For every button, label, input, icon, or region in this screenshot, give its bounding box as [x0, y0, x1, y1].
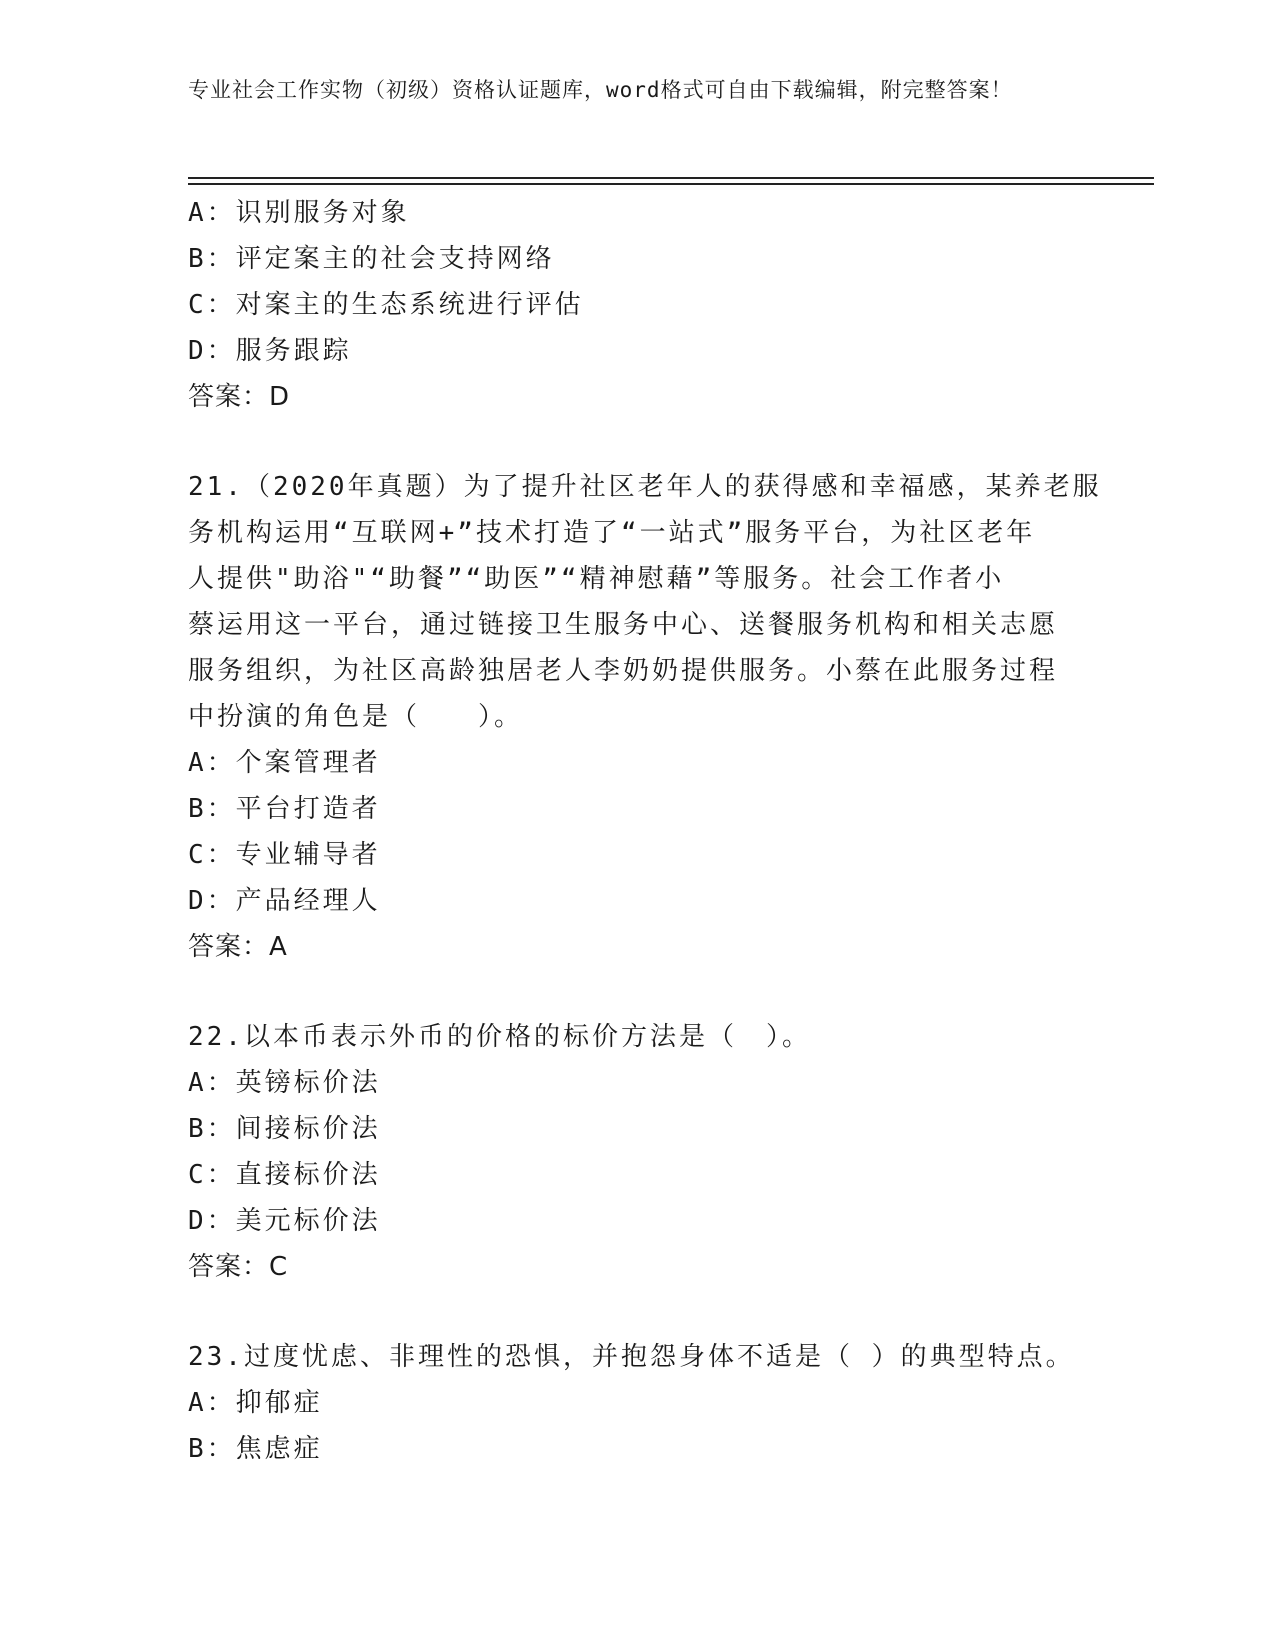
option-c: C：对案主的生态系统进行评估: [188, 290, 584, 320]
question-stem: 23.过度忧虑、非理性的恐惧，并抱怨身体不适是（ ）的典型特点。: [188, 1342, 1075, 1372]
spacer: [188, 420, 1088, 464]
option-b: B：焦虑症: [188, 1434, 323, 1464]
spacer: [188, 970, 1088, 1014]
question-21-block: [188, 464, 1102, 970]
option-b: B：间接标价法: [188, 1114, 381, 1144]
answer-line: 答案：D: [188, 382, 291, 412]
question-stem: 22.以本币表示外币的价格的标价方法是（ ）。: [188, 1022, 811, 1052]
question-stem-line: 21.（2020年真题）为了提升社区老年人的获得感和幸福感，某养老服: [188, 472, 1102, 502]
question-22-block: [188, 1014, 1088, 1290]
option-b: B：平台打造者: [188, 794, 381, 824]
prev-question-block: [188, 190, 1088, 420]
question-23-block: [188, 1334, 1088, 1472]
option-a: A：抑郁症: [188, 1388, 323, 1418]
header-divider-top: [188, 177, 1154, 179]
header-divider-bottom: [188, 183, 1154, 185]
question-stem-line: 中扮演的角色是（ ）。: [188, 702, 524, 732]
question-stem-line: 蔡运用这一平台，通过链接卫生服务中心、送餐服务机构和相关志愿: [188, 610, 1059, 640]
question-content: [188, 190, 1102, 1472]
answer-line: 答案：A: [188, 932, 288, 962]
option-a: A：英镑标价法: [188, 1068, 381, 1098]
option-d: D：服务跟踪: [188, 336, 352, 366]
option-b: B：评定案主的社会支持网络: [188, 244, 555, 274]
option-d: D：美元标价法: [188, 1206, 381, 1236]
option-c: C：专业辅导者: [188, 840, 381, 870]
document-header: 专业社会工作实物（初级）资格认证题库，word格式可自由下载编辑，附完整答案！: [188, 78, 1013, 102]
option-d: D：产品经理人: [188, 886, 381, 916]
option-c: C：直接标价法: [188, 1160, 381, 1190]
question-stem-line: 服务组织，为社区高龄独居老人李奶奶提供服务。小蔡在此服务过程: [188, 656, 1059, 686]
answer-line: 答案：C: [188, 1252, 289, 1282]
spacer: [188, 1290, 1088, 1334]
option-a: A：个案管理者: [188, 748, 381, 778]
option-a: A：识别服务对象: [188, 198, 410, 228]
question-stem-line: 务机构运用“互联网+”技术打造了“一站式”服务平台，为社区老年: [188, 518, 1036, 548]
question-stem-line: 人提供"助浴"“助餐”“助医”“精神慰藉”等服务。社会工作者小: [188, 564, 1005, 594]
